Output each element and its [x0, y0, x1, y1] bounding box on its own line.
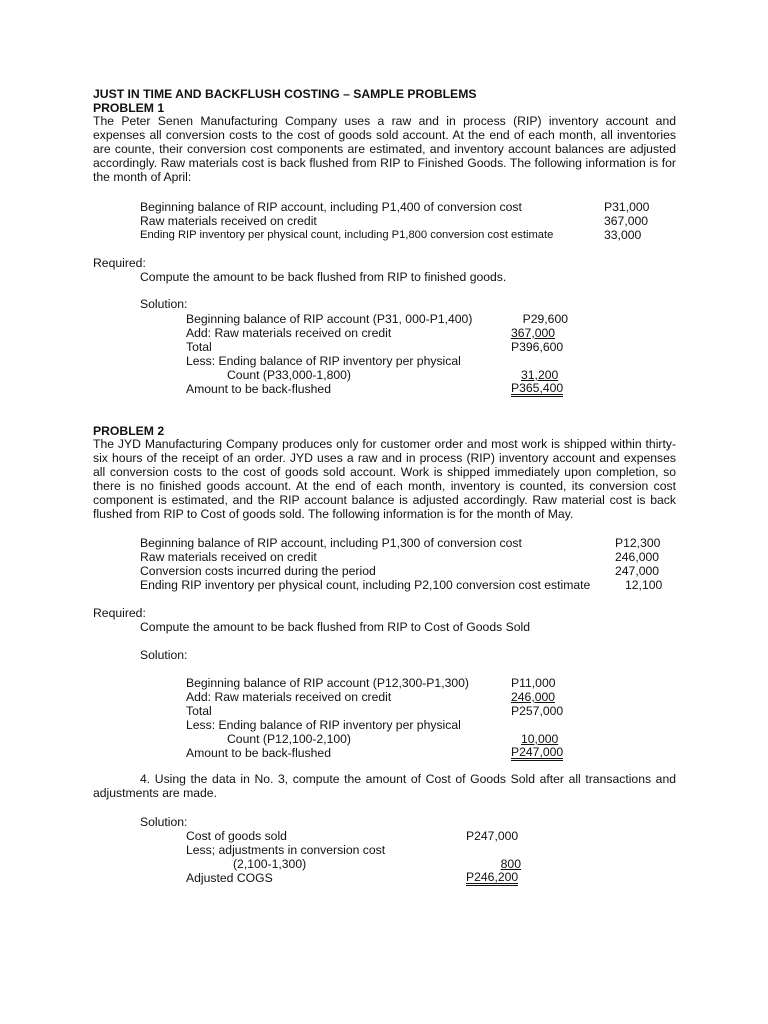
q4-solution-line: (2,100-1,300) [233, 857, 307, 871]
p2-required-text: Compute the amount to be back flushed from RIP to Cost of Goods Sold [140, 620, 530, 634]
p1-given-label: Beginning balance of RIP account, including P1,400 of conversion cost [140, 200, 522, 214]
p2-given-label: Ending RIP inventory per physical count, including P2,100 conversion cost estimate [140, 578, 591, 592]
q4-solution-label: Solution: [140, 815, 188, 829]
p1-given-label: Ending RIP inventory per physical count, including P1,800 conversion cost estimate [140, 229, 554, 241]
p1-solution-line: Add: Raw materials received on credit [186, 326, 392, 340]
p1-solution-amount: P29,600 [522, 312, 568, 326]
p2-given-label: Beginning balance of RIP account, including P1,300 of conversion cost [140, 536, 522, 550]
problem-1-intro: The Peter Senen Manufacturing Company uses a raw and in process (RIP) inventory account and expenses all conversion costs to the cost of goods sold account. At the end of each month, all inventories are counte, their conversion cost components are estimated, and inventory account balances are adjusted accordingly. Raw materials cost is back flushed from RIP to Finished Goods. The following information is for the month of April: [93, 114, 676, 184]
p2-solution-line: Total [186, 704, 212, 718]
p1-solution-amount: P396,600 [511, 340, 564, 354]
p1-solution-line: Count (P33,000-1,800) [227, 368, 351, 382]
p2-solution-line: Less: Ending balance of RIP inventory per physical [186, 718, 461, 732]
p2-solution-line: Add: Raw materials received on credit [186, 690, 392, 704]
p1-solution-label: Solution: [140, 297, 188, 311]
p2-solution-amount: P257,000 [511, 704, 564, 718]
p2-given-value: P12,300 [615, 536, 661, 550]
p1-given-label: Raw materials received on credit [140, 214, 317, 228]
q4-solution-amount: P247,000 [466, 829, 519, 843]
p2-solution-amount: 10,000 [521, 732, 559, 746]
p2-given-value: 247,000 [615, 564, 660, 578]
p2-given-label: Raw materials received on credit [140, 550, 317, 564]
p1-solution-line: Amount to be back-flushed [186, 382, 331, 396]
p2-given-value: 12,100 [625, 578, 663, 592]
question-4-text: 4. Using the data in No. 3, compute the amount of Cost of Goods Sold after all transactions and adjustments are made. [93, 772, 676, 800]
q4-solution-amount: 800 [500, 857, 521, 871]
document-title: JUST IN TIME AND BACKFLUSH COSTING – SAMPLE PROBLEMS [93, 87, 477, 101]
p1-given-value: 367,000 [604, 214, 649, 228]
p1-solution-line: Total [186, 340, 212, 354]
q4-solution-total: P246,200 [466, 870, 519, 884]
p2-solution-line: Beginning balance of RIP account (P12,300-P1,300) [186, 676, 469, 690]
p1-required-text: Compute the amount to be back flushed from RIP to finished goods. [140, 270, 507, 284]
p1-solution-total: P365,400 [511, 381, 564, 395]
problem-2-intro: The JYD Manufacturing Company produces only for customer order and most work is shipped within thirty-six hours of the receipt of an order. JYD uses a raw and in process (RIP) inventory account and expenses all conversion costs to the cost of goods sold account. Work is shipped immediately upon completion, so there is no finished goods account. At the end of each month, inventory is counted, its conversion cost component is estimated, and the RIP account balance is adjusted accordingly. Raw material cost is back flushed from RIP to Cost of goods sold. The following information is for the month of May. [93, 437, 676, 521]
p1-solution-line: Less: Ending balance of RIP inventory per physical [186, 354, 461, 368]
p1-given-value: P31,000 [604, 200, 650, 214]
p1-required-label: Required: [93, 256, 146, 270]
q4-solution-line: Less; adjustments in conversion cost [186, 843, 386, 857]
p2-solution-line: Count (P12,100-2,100) [227, 732, 351, 746]
p2-solution-amount: P11,000 [511, 676, 556, 690]
p2-required-label: Required: [93, 606, 146, 620]
q4-solution-line: Adjusted COGS [186, 871, 273, 885]
p2-solution-line: Amount to be back-flushed [186, 746, 331, 760]
p1-solution-line: Beginning balance of RIP account (P31, 000-P1,400) [186, 312, 473, 326]
problem-2-heading: PROBLEM 2 [93, 424, 165, 438]
p2-solution-total: P247,000 [511, 745, 564, 759]
problem-1-heading: PROBLEM 1 [93, 101, 165, 115]
p1-solution-amount: 367,000 [511, 326, 556, 340]
p1-given-value: 33,000 [604, 228, 642, 242]
p2-given-value: 246,000 [615, 550, 660, 564]
p2-solution-amount: 246,000 [511, 690, 556, 704]
p2-solution-label: Solution: [140, 648, 188, 662]
p1-solution-amount: 31,200 [521, 368, 559, 382]
p2-given-label: Conversion costs incurred during the period [140, 564, 376, 578]
q4-solution-line: Cost of goods sold [186, 829, 287, 843]
